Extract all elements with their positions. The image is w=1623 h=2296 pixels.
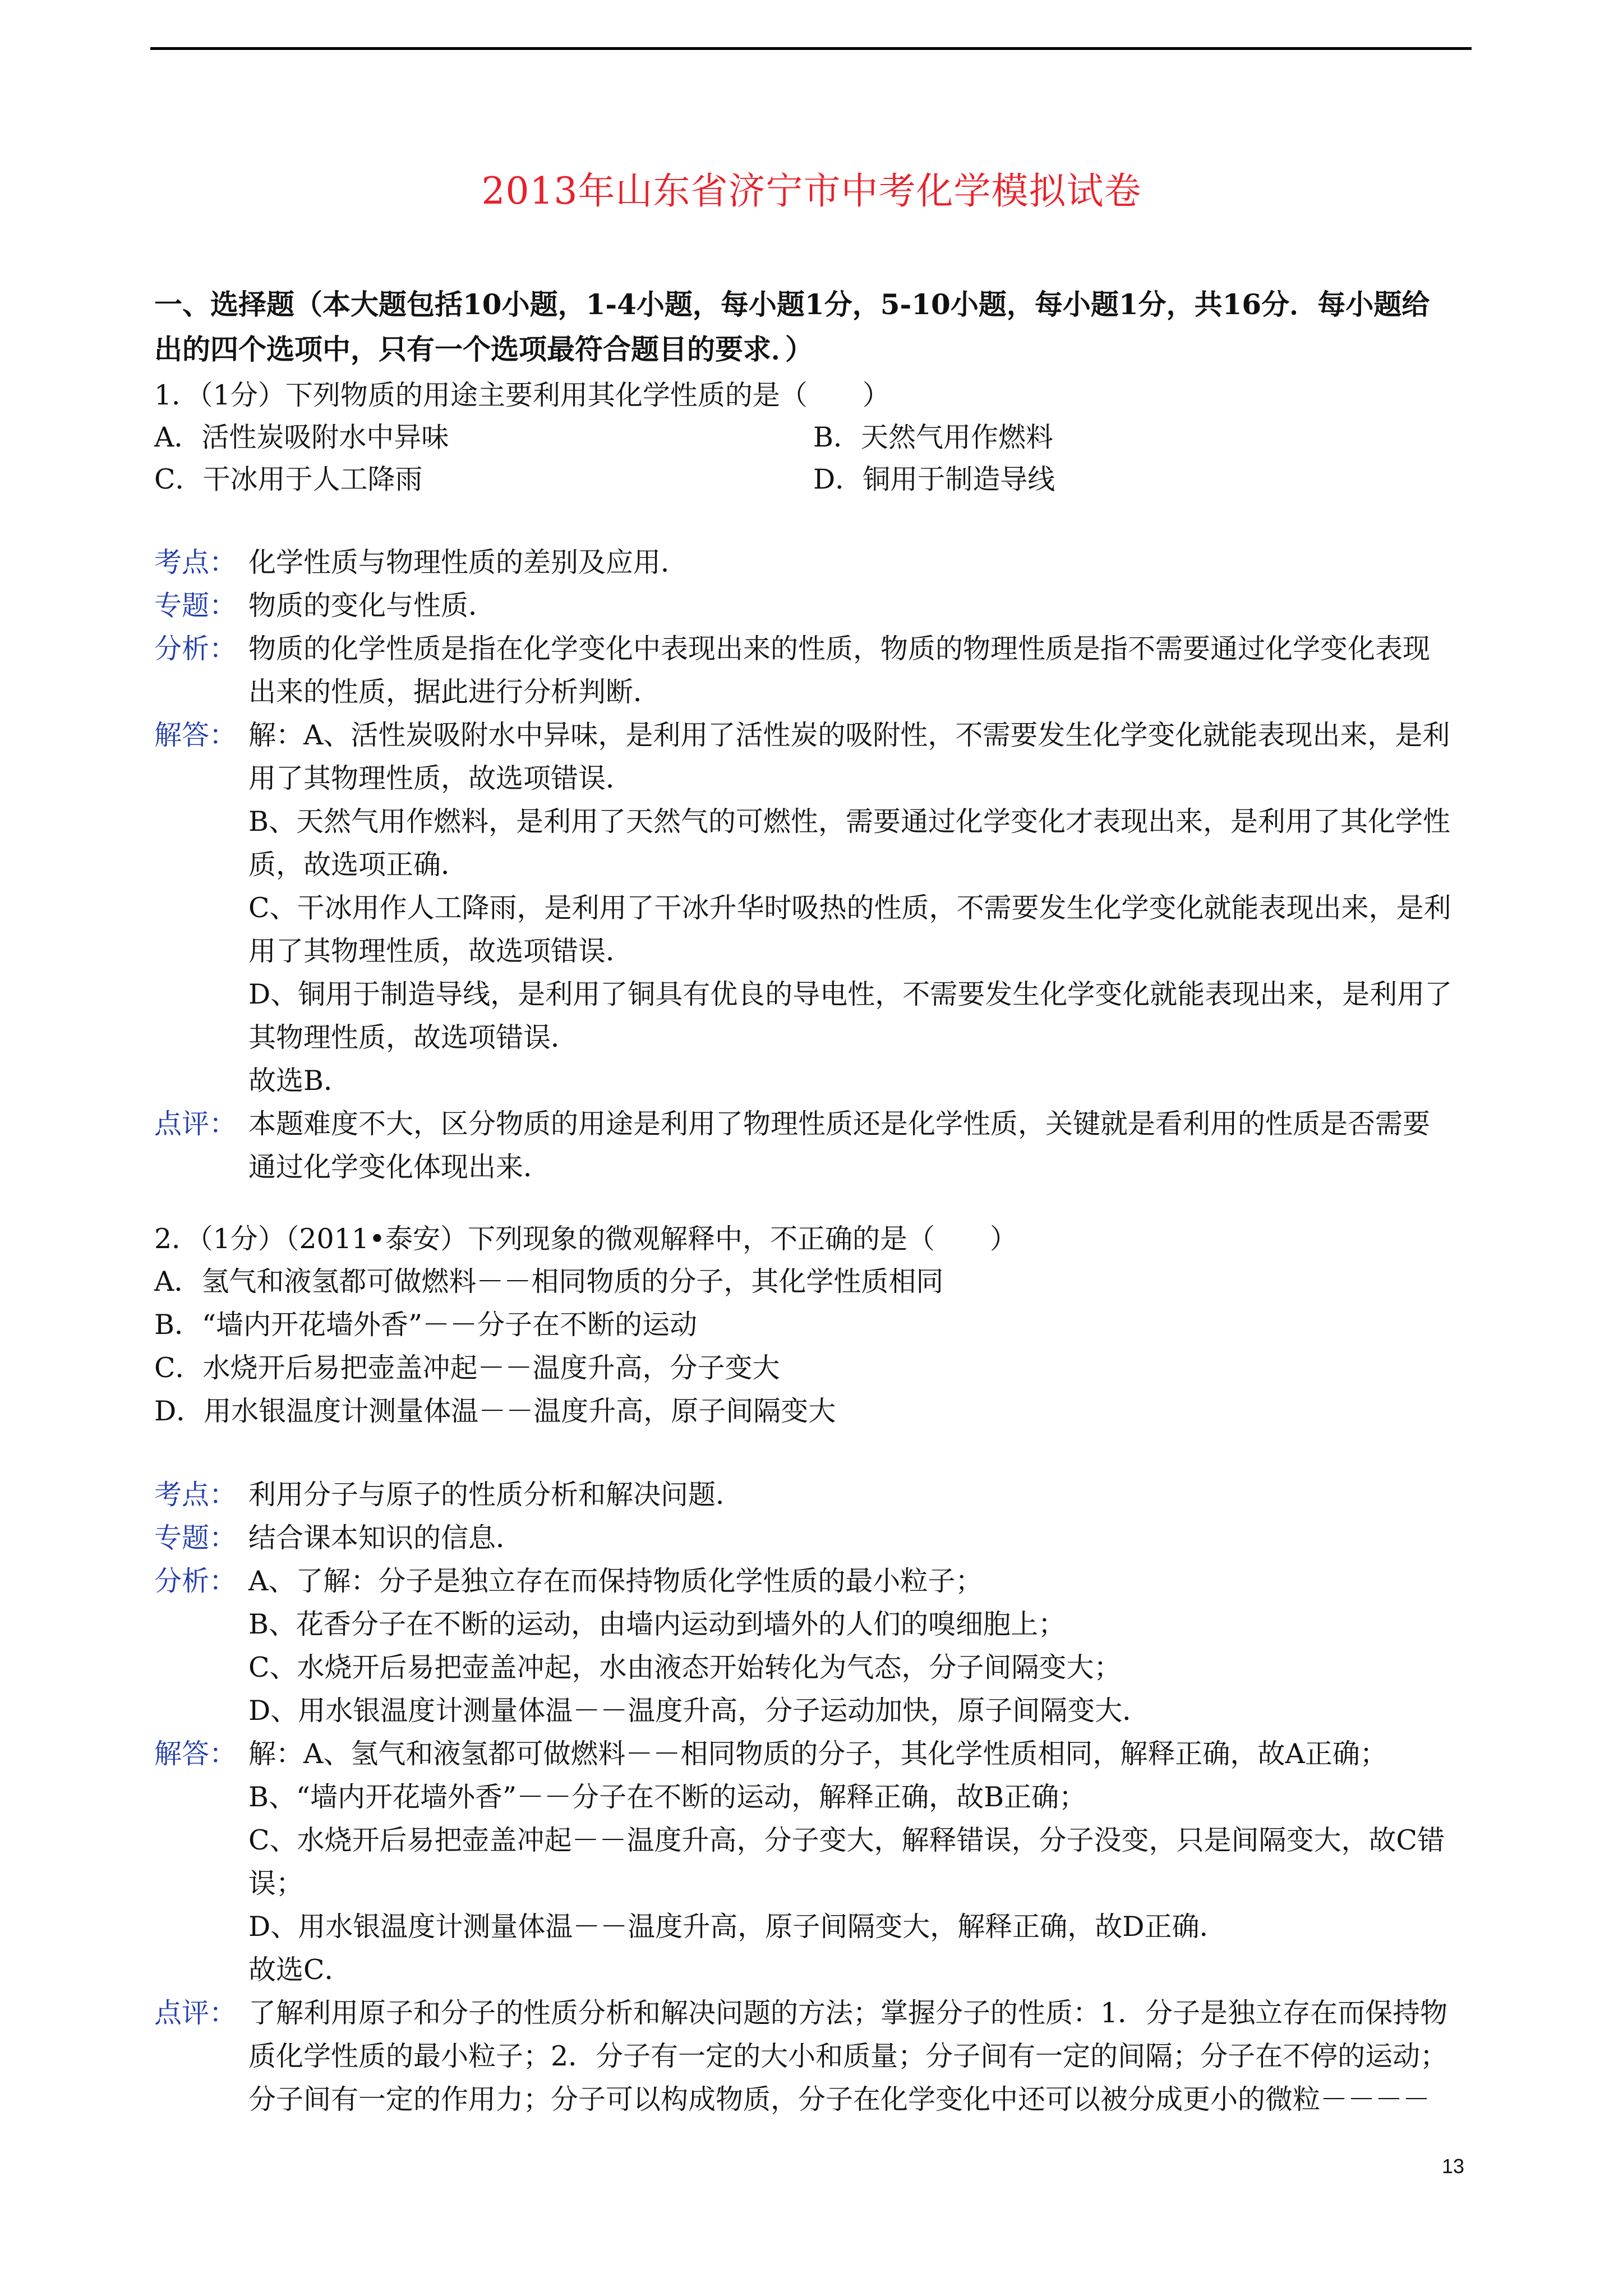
page-number: 13 — [1442, 2155, 1465, 2178]
option-c: C．水烧开后易把壶盖冲起－－温度升高，分子变大 — [154, 1352, 780, 1384]
fenxi-text-line: B、花香分子在不断的运动，由墙内运动到墙外的人们的嗅细胞上； — [248, 1608, 1066, 1640]
fenxi-text-line: C、水烧开后易把壶盖冲起，水由液态开始转化为气态，分子间隔变大； — [248, 1651, 1122, 1683]
fenxi-text-line: A、了解：分子是独立存在而保持物质化学性质的最小粒子； — [248, 1565, 983, 1597]
header-rule — [150, 47, 1472, 50]
kaodian-label: 考点： — [154, 1479, 237, 1511]
question-options — [154, 416, 1478, 500]
section-heading — [154, 282, 1478, 372]
jieda-text-line: C、干冰用作人工降雨，是利用了干冰升华时吸热的性质，不需要发生化学变化就能表现出来，是利 — [248, 892, 1451, 924]
fenxi-text-line: 出来的性质，据此进行分析判断． — [248, 676, 661, 708]
dianping-text-line: 了解利用原子和分子的性质分析和解决问题的方法；掌握分子的性质：1．分子是独立存在而保持物 — [248, 1997, 1448, 2029]
option-b: B．天然气用作燃料 — [813, 421, 1054, 453]
zhuanti-text: 结合课本知识的信息． — [248, 1522, 524, 1554]
jieda-text-line: B、“墙内开花墙外香”－－分子在不断的运动，解释正确，故B正确； — [248, 1781, 1087, 1813]
dianping-text-line: 通过化学变化体现出来． — [248, 1151, 551, 1183]
question-options — [154, 1260, 1478, 1433]
question-stem: 2．（1分）（2011•泰安）下列现象的微观解释中，不正确的是（ ） — [154, 1223, 1017, 1255]
fenxi-row — [154, 1559, 1478, 1732]
zhuanti-row — [154, 1516, 1478, 1559]
dianping-row — [154, 1991, 1478, 2121]
question-stem: 1．（1分）下列物质的用途主要利用其化学性质的是（ ） — [154, 379, 890, 411]
jieda-text-line: 解：A、氢气和液氢都可做燃料－－相同物质的分子，其化学性质相同，解释正确，故A正确； — [248, 1738, 1387, 1770]
jieda-label: 解答： — [154, 1738, 237, 1770]
fenxi-text-line: 物质的化学性质是指在化学变化中表现出来的性质，物质的物理性质是指不需要通过化学变化表现 — [248, 633, 1431, 665]
kaodian-label: 考点： — [154, 546, 237, 578]
jieda-text-line: 故选B． — [248, 1065, 352, 1097]
jieda-text-line: 其物理性质，故选项错误． — [248, 1022, 579, 1053]
jieda-label: 解答： — [154, 719, 237, 751]
analysis-block — [154, 541, 1478, 1189]
fenxi-label: 分析： — [154, 633, 237, 665]
option-b: B．“墙内开花墙外香”－－分子在不断的运动 — [154, 1309, 698, 1341]
dianping-row — [154, 1102, 1478, 1189]
dianping-text-line: 质化学性质的最小粒子；2．分子有一定的大小和质量；分子间有一定的间隔；分子在不停的运动； — [248, 2040, 1448, 2072]
kaodian-text: 化学性质与物理性质的差别及应用． — [248, 546, 689, 578]
jieda-text-line: D、用水银温度计测量体温－－温度升高，原子间隔变大，解释正确，故D正确． — [248, 1911, 1227, 1943]
jieda-text-line: B、天然气用作燃料，是利用了天然气的可燃性，需要通过化学变化才表现出来，是利用了其化学性 — [248, 806, 1451, 838]
option-d: D．用水银温度计测量体温－－温度升高，原子间隔变大 — [154, 1395, 836, 1427]
jieda-text-line: 用了其物理性质，故选项错误． — [248, 935, 634, 967]
dianping-label: 点评： — [154, 1108, 237, 1140]
fenxi-text-line: D、用水银温度计测量体温－－温度升高，分子运动加快，原子间隔变大． — [248, 1695, 1150, 1727]
analysis-block — [154, 1473, 1478, 2121]
option-c: C．干冰用于人工降雨 — [154, 463, 423, 495]
kaodian-text: 利用分子与原子的性质分析和解决问题． — [248, 1479, 744, 1511]
option-a: A．氢气和液氢都可做燃料－－相同物质的分子，其化学性质相同 — [154, 1266, 944, 1297]
dianping-text-line: 分子间有一定的作用力；分子可以构成物质，分子在化学变化中还可以被分成更小的微粒－－－－ — [248, 2083, 1431, 2115]
document-body — [154, 282, 1478, 2121]
zhuanti-row — [154, 584, 1478, 627]
option-a: A．活性炭吸附水中异味 — [154, 421, 449, 453]
kaodian-row — [154, 541, 1478, 584]
jieda-text-line: 用了其物理性质，故选项错误． — [248, 762, 634, 794]
question-1 — [154, 374, 1478, 1189]
zhuanti-label: 专题： — [154, 590, 237, 622]
jieda-text-line: D、铜用于制造导线，是利用了铜具有优良的导电性，不需要发生化学变化就能表现出来，是利用了 — [248, 978, 1453, 1010]
jieda-text-line: 误； — [248, 1867, 304, 1899]
jieda-text-line: 故选C． — [248, 1954, 352, 1986]
fenxi-label: 分析： — [154, 1565, 237, 1597]
option-d: D．铜用于制造导线 — [813, 463, 1055, 495]
jieda-text-line: 质，故选项正确． — [248, 849, 469, 881]
dianping-text-line: 本题难度不大，区分物质的用途是利用了物理性质还是化学性质，关键就是看利用的性质是否需要 — [248, 1108, 1431, 1140]
jieda-row — [154, 1732, 1478, 1991]
dianping-label: 点评： — [154, 1997, 237, 2029]
fenxi-row — [154, 627, 1478, 714]
jieda-text-line: 解：A、活性炭吸附水中异味，是利用了活性炭的吸附性，不需要发生化学变化就能表现出来，是利 — [248, 719, 1450, 751]
jieda-row — [154, 714, 1478, 1102]
question-2 — [154, 1218, 1478, 2121]
zhuanti-text: 物质的变化与性质． — [248, 590, 496, 622]
kaodian-row — [154, 1473, 1478, 1516]
section-heading-line: 一、选择题（本大题包括10小题，1-4小题，每小题1分，5-10小题，每小题1分，共16分．每小题给 — [154, 288, 1430, 321]
section-heading-line: 出的四个选项中，只有一个选项最符合题目的要求．） — [154, 333, 813, 366]
page-title: 2013年山东省济宁市中考化学模拟试卷 — [481, 169, 1142, 213]
zhuanti-label: 专题： — [154, 1522, 237, 1554]
jieda-text-line: C、水烧开后易把壶盖冲起－－温度升高，分子变大，解释错误，分子没变，只是间隔变大，故C错 — [248, 1824, 1445, 1856]
